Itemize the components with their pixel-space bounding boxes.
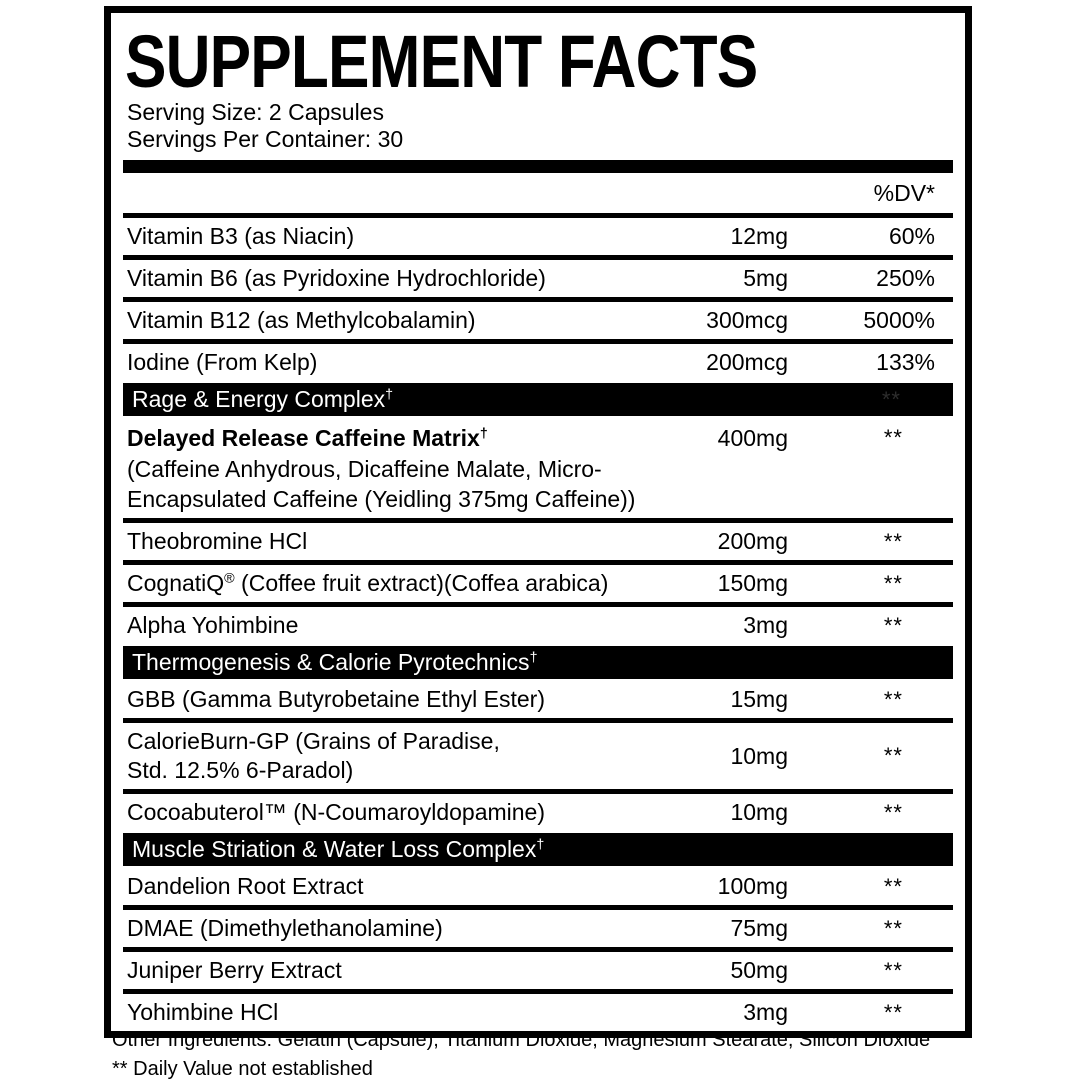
section-title: Thermogenesis & Calorie Pyrotechnics† <box>132 649 538 675</box>
section-title: Muscle Striation & Water Loss Complex† <box>132 836 545 862</box>
ingredient-name: Vitamin B3 (as Niacin) <box>127 223 355 249</box>
table-header-row <box>123 173 953 213</box>
section-dv: ** <box>881 386 901 412</box>
ingredient-name: Delayed Release Caffeine Matrix† (Caffeine Anhydrous, Dicaffeine Malate, Micro- Encapsulated Caffeine (Yeidling 375mg Caffeine)) <box>123 422 638 514</box>
ingredient-description: (Caffeine Anhydrous, Dicaffeine Malate, Micro- <box>127 456 602 482</box>
ingredient-name: Theobromine HCl <box>127 528 308 554</box>
ingredient-amount: 100mg <box>717 873 788 899</box>
ingredient-name: Vitamin B6 (as Pyridoxine Hydrochloride) <box>127 265 546 291</box>
ingredient-dv: ** <box>883 425 903 450</box>
dv-footnote: ** Daily Value not established <box>112 1058 373 1080</box>
ingredient-name: Iodine (From Kelp) <box>127 349 318 375</box>
ingredient-name: DMAE (Dimethylethanolamine) <box>127 915 443 941</box>
label-footnotes <box>112 1026 930 1084</box>
ingredient-amount: 15mg <box>730 686 788 712</box>
ingredient-dv: ** <box>883 686 903 712</box>
ingredient-dv: ** <box>883 915 903 941</box>
ingredient-amount: 3mg <box>743 999 788 1025</box>
ingredient-dv: ** <box>883 999 903 1025</box>
ingredient-name: Alpha Yohimbine <box>127 612 299 638</box>
table-row-iodine <box>123 344 953 381</box>
ingredient-dv: ** <box>883 528 903 554</box>
ingredient-amount: 150mg <box>717 570 788 596</box>
ingredient-amount: 12mg <box>730 223 788 249</box>
ingredient-name: CognatiQ® (Coffee fruit extract)(Coffea arabica) <box>127 570 609 596</box>
table-row-cognatiq <box>123 565 953 602</box>
ingredient-dv: ** <box>883 743 903 768</box>
table-row-dandelion <box>123 868 953 905</box>
ingredient-name: Cocoabuterol™ (N-Coumaroyldopamine) <box>127 799 546 825</box>
ingredient-amount: 5mg <box>743 265 788 291</box>
table-row-vitamin-b6 <box>123 260 953 297</box>
ingredient-amount: 75mg <box>730 915 788 941</box>
table-row-dmae <box>123 910 953 947</box>
table-row-caffeine-matrix <box>123 418 953 518</box>
ingredient-amount: 10mg <box>730 742 788 769</box>
ingredient-name: Dandelion Root Extract <box>127 873 364 899</box>
servings-per-container: Servings Per Container: 30 <box>127 126 404 152</box>
ingredient-dv: ** <box>883 799 903 825</box>
ingredient-dv: ** <box>883 957 903 983</box>
serving-size: Serving Size: 2 Capsules <box>127 99 384 125</box>
table-row-alpha-yohimbine <box>123 607 953 644</box>
thick-rule <box>123 160 953 173</box>
ingredient-amount: 3mg <box>743 612 788 638</box>
table-row-calorieburn <box>123 723 953 789</box>
supplement-facts-panel <box>104 6 972 1038</box>
ingredient-name: Yohimbine HCl <box>127 999 279 1025</box>
ingredient-dv: ** <box>883 612 903 638</box>
table-row-vitamin-b3 <box>123 218 953 255</box>
table-row-juniper <box>123 952 953 989</box>
table-row-cocoabuterol <box>123 794 953 831</box>
section-band-thermogenesis <box>123 646 953 679</box>
ingredient-dv: 133% <box>876 349 935 375</box>
ingredient-amount: 400mg <box>717 425 788 451</box>
ingredient-name: CalorieBurn-GP (Grains of Paradise, Std. 12.5% 6-Paradol) <box>127 728 500 783</box>
ingredient-dv: ** <box>883 570 903 596</box>
ingredient-amount: 10mg <box>730 799 788 825</box>
ingredient-dv: 250% <box>876 265 935 291</box>
ingredient-name: Vitamin B12 (as Methylcobalamin) <box>127 307 476 333</box>
ingredient-name: GBB (Gamma Butyrobetaine Ethyl Ester) <box>127 686 545 712</box>
ingredient-dv: ** <box>883 873 903 899</box>
section-title: Rage & Energy Complex† <box>132 386 394 412</box>
table-row-theobromine <box>123 523 953 560</box>
section-band-muscle-striation <box>123 833 953 866</box>
dv-column-header: %DV* <box>873 179 935 206</box>
other-ingredients: Other Ingredients: Gelatin (Capsule), Titanium Dioxide, Magnesium Stearate, Silicon Dioxide <box>112 1029 931 1051</box>
ingredient-dv: 5000% <box>863 307 935 333</box>
section-band-rage-energy <box>123 383 953 416</box>
ingredient-dv: 60% <box>888 223 935 249</box>
ingredient-name: Juniper Berry Extract <box>127 957 342 983</box>
ingredient-amount: 200mcg <box>706 349 788 375</box>
ingredient-amount: 50mg <box>730 957 788 983</box>
ingredient-amount: 200mg <box>717 528 788 554</box>
panel-title: SUPPLEMENT FACTS <box>125 20 758 103</box>
ingredient-amount: 300mcg <box>706 307 788 333</box>
table-row-gbb <box>123 681 953 718</box>
ingredient-description: Encapsulated Caffeine (Yeidling 375mg Caffeine)) <box>127 486 636 512</box>
table-row-vitamin-b12 <box>123 302 953 339</box>
